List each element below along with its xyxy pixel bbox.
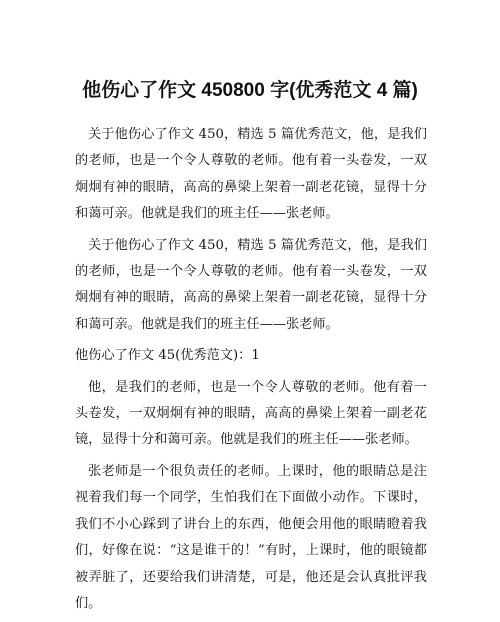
document-body [75, 122, 427, 622]
paragraph-intro-1: 关于他伤心了作文 450，精选 5 篇优秀范文，他，是我们的老师，也是一个令人尊敬的老师。他有着一头卷发，一双炯炯有神的眼睛，高高的鼻梁上架着一副老花镜，显得十分和蔼可亲。他就是我们的班主任——张老师。 [75, 127, 427, 222]
paragraph-essay-2: 张老师是一个很负责任的老师。上课时，他的眼睛总是注视着我们每一个同学，生怕我们在下面做小动作。下课时，我们不小心踩到了讲台上的东西，他便会用他的眼睛瞪着我们，好像在说：“这是谁干的！”有时，上课时，他的眼镜都被弄脏了，还要给我们讲清楚，可是，他还是会认真批评我们。 [75, 463, 427, 611]
section-heading: 他伤心了作文 45(优秀范文)：1 [75, 348, 260, 364]
paragraph-intro-2: 关于他伤心了作文 450，精选 5 篇优秀范文，他，是我们的老师，也是一个令人尊敬的老师。他有着一头卷发，一双炯炯有神的眼睛，高高的鼻梁上架着一副老花镜，显得十分和蔼可亲。他就是我们的班主任——张老师。 [75, 237, 427, 332]
paragraph-essay-1: 他，是我们的老师，也是一个令人尊敬的老师。他有着一头卷发，一双炯炯有神的眼睛，高高的鼻梁上架着一副老花镜，显得十分和蔼可亲。他就是我们的班主任——张老师。 [75, 379, 427, 448]
document-title: 他伤心了作文 450800 字(优秀范文 4 篇) [82, 80, 418, 101]
